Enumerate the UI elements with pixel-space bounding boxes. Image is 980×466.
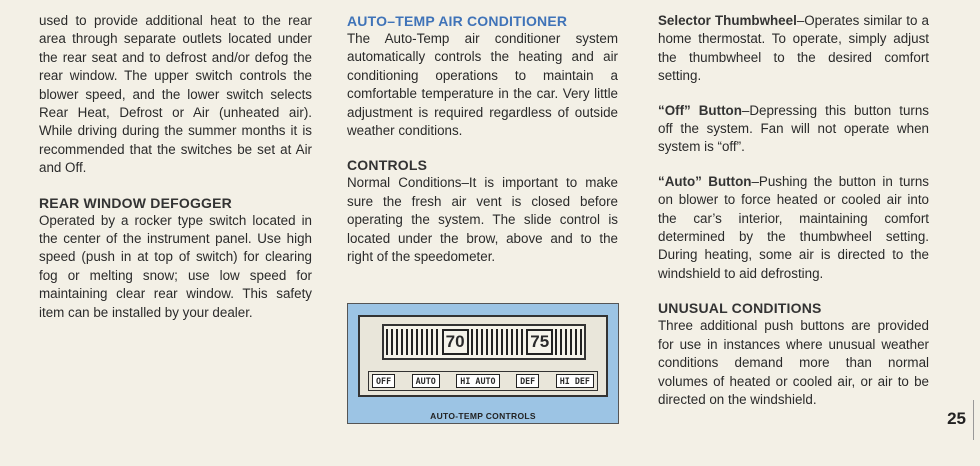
auto-button-term: “Auto” Button xyxy=(658,173,752,189)
column-2 xyxy=(347,12,618,266)
auto-button-text: –Pushing the button in turns on blower to force heated or cooled air into the car’s interior, maintaining comfort determined by the thumbwheel setting. During heating, some air is directed to the windshield to aid defrosting. xyxy=(658,173,929,281)
thumbwheel-dial xyxy=(382,324,586,360)
dial-ticks xyxy=(386,329,440,355)
thumbwheel-term: Selector Thumbwheel xyxy=(658,13,797,28)
rear-window-defogger-heading: REAR WINDOW DEFOGGER xyxy=(39,194,232,211)
auto-button-paragraph xyxy=(658,173,929,283)
unusual-conditions-text: Three additional push buttons are provided for use in instances where unusual weather conditions demand more than normal volumes of heated or cooled air, or air to be directed on the windshield. xyxy=(658,318,929,407)
control-panel-face xyxy=(358,315,608,397)
hi-def-push-button: HI DEF xyxy=(556,374,594,388)
temp-low-label: 70 xyxy=(442,329,469,355)
column-3 xyxy=(658,12,929,409)
hi-auto-push-button: HI AUTO xyxy=(456,374,499,388)
push-button-row xyxy=(368,371,598,391)
heat-intro-text: used to provide additional heat to the rear area through separate outlets located under the rear seat and to defrost and/or defog the rear window. The upper switch controls the blower speed, and the lower switch selects Rear Heat, Defrost or Air (unheated air). While driving during the summer months it is recommended that the switches be set at Air and Off. xyxy=(39,13,312,176)
auto-temp-heading: AUTO–TEMP AIR CONDITIONER xyxy=(347,13,568,29)
auto-temp-controls-illustration xyxy=(347,303,619,424)
page-edge-line xyxy=(973,400,974,440)
thumbwheel-paragraph xyxy=(658,12,929,86)
thumbwheel-text: –Operates similar to a home thermostat. To operate, simply adjust the thumbwheel to the desired comfort setting. xyxy=(658,13,930,84)
column-1 xyxy=(39,12,312,322)
unusual-conditions-heading: UNUSUAL CONDITIONS xyxy=(658,300,822,317)
panel-caption: AUTO-TEMP CONTROLS xyxy=(430,411,536,421)
page-number: 25 xyxy=(947,409,966,428)
def-push-button: DEF xyxy=(516,374,539,388)
temp-high-label: 75 xyxy=(526,329,553,355)
rear-window-defogger-text: Operated by a rocker type switch located in the center of the instrument panel. Use high speed (push in at top of switch) for clearing fog or melting snow; use low speed for maintaining clear rear window. This safety item can be installed by your dealer. xyxy=(39,212,312,320)
off-button-paragraph xyxy=(658,102,929,157)
off-button-text: –Depressing this button turns off the system. Fan will not operate when system is “off”. xyxy=(658,102,929,155)
auto-push-button: AUTO xyxy=(412,374,440,388)
dial-ticks xyxy=(555,329,582,355)
dial-ticks xyxy=(471,329,525,355)
controls-text: Normal Conditions–It is important to make sure the fresh air vent is closed before operating the system. The slide control is located under the brow, above and to the right of the speedometer. xyxy=(347,175,618,265)
off-push-button: OFF xyxy=(372,374,395,388)
controls-heading: CONTROLS xyxy=(347,157,428,174)
off-button-term: “Off” Button xyxy=(658,102,742,118)
auto-temp-text: The Auto-Temp air conditioner system automatically controls the heating and air conditioning operations to maintain a comfortable temperature in the car. Very little adjustment is required regardless of outside weather conditions. xyxy=(347,31,618,139)
